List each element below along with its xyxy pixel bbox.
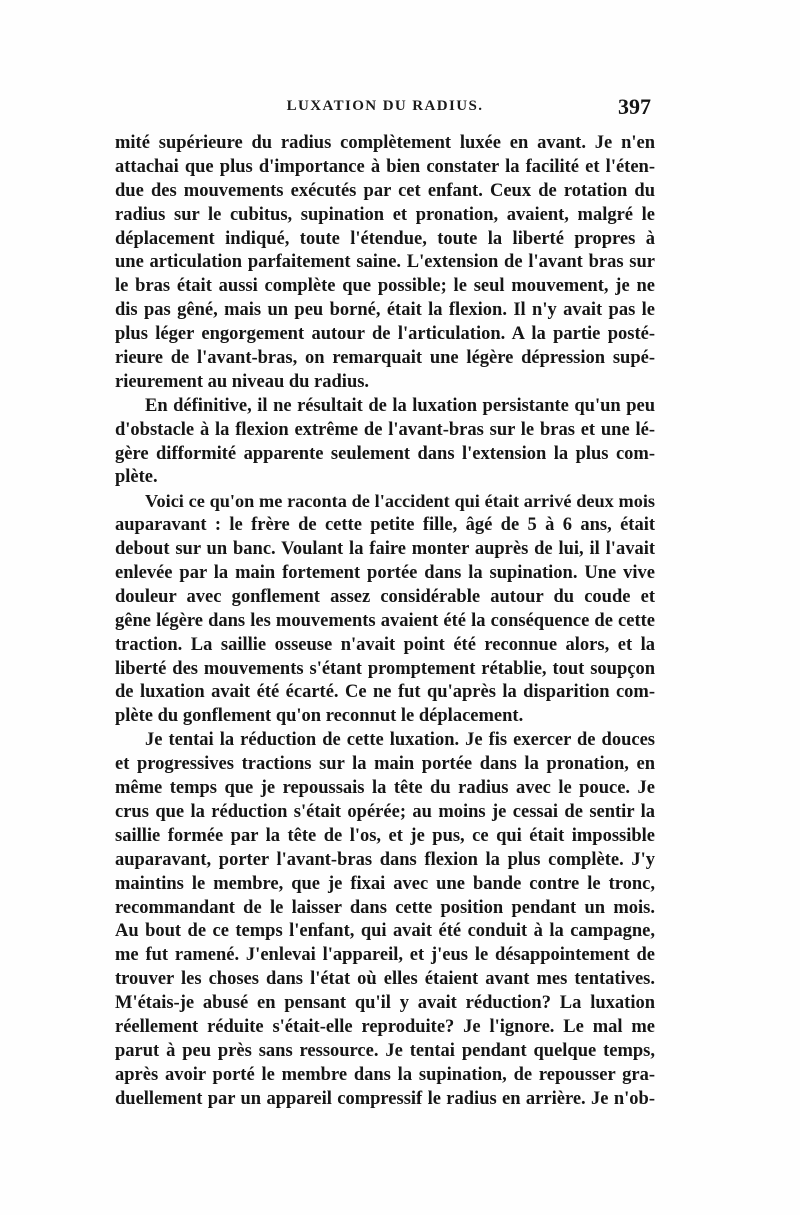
- text-line: auparavant, porter l'avant-bras dans flexion la plus complète. J'y: [115, 849, 655, 870]
- text-line: rieurement au niveau du radius.: [115, 371, 370, 392]
- text-line: saillie formée par la tête de l'os, et je pus, ce qui était impossible: [115, 825, 655, 846]
- text-line: debout sur un banc. Voulant la faire monter auprès de lui, il l'avait: [115, 539, 655, 560]
- text-line: d'obstacle à la flexion extrême de l'avant-bras sur le bras et une lé-: [115, 419, 655, 440]
- text-line: gêne légère dans les mouvements avaient été la conséquence de cette: [115, 610, 655, 631]
- text-line: trouver les choses dans l'état où elles étaient avant mes tentatives.: [115, 969, 655, 990]
- text-line: liberté des mouvements s'étant promptement rétablie, tout soupçon: [115, 658, 655, 679]
- text-line: une articulation parfaitement saine. L'extension de l'avant bras sur: [115, 252, 655, 273]
- text-line: plète.: [115, 467, 158, 488]
- text-line: recommandant de le laisser dans cette position pendant un mois.: [115, 897, 655, 918]
- running-title: LUXATION DU RADIUS.: [286, 98, 484, 114]
- running-header: [115, 94, 655, 122]
- text-line: radius sur le cubitus, supination et pronation, avaient, malgré le: [115, 204, 655, 225]
- text-line: plète du gonflement qu'on reconnut le déplacement.: [115, 706, 524, 727]
- text-line: réellement réduite s'était-elle reproduite? Je l'ignore. Le mal me: [115, 1016, 655, 1037]
- text-line: traction. La saillie osseuse n'avait point été reconnue alors, et la: [115, 634, 655, 655]
- text-line: douleur avec gonflement assez considérable autour du coude et: [115, 586, 655, 607]
- text-line: gère difformité apparente seulement dans l'extension la plus com-: [115, 443, 655, 464]
- text-line: rieure de l'avant-bras, on remarquait une légère dépression supé-: [115, 348, 655, 369]
- text-line: le bras était aussi complète que possible; le seul mouvement, je ne: [115, 276, 655, 297]
- text-line: attachai que plus d'importance à bien constater la facilité et l'éten-: [115, 156, 655, 177]
- text-line: plus léger engorgement autour de l'articulation. A la partie posté-: [115, 324, 655, 345]
- text-line: Je tentai la réduction de cette luxation. Je fis exercer de douces: [145, 730, 655, 751]
- text-line: maintins le membre, que je fixai avec une bande contre le tronc,: [115, 873, 655, 894]
- text-line: Au bout de ce temps l'enfant, qui avait été conduit à la campagne,: [115, 921, 655, 942]
- text-line: parut à peu près sans ressource. Je tentai pendant quelque temps,: [115, 1040, 655, 1061]
- text-line: après avoir porté le membre dans la supination, de repousser gra-: [115, 1064, 655, 1085]
- text-line: déplacement indiqué, toute l'étendue, toute la liberté propres à: [115, 228, 655, 249]
- text-line: me fut ramené. J'enlevai l'appareil, et j'eus le désappointement de: [115, 945, 655, 966]
- body-text: [115, 132, 655, 1112]
- text-line: due des mouvements exécutés par cet enfant. Ceux de rotation du: [115, 180, 655, 201]
- page-number: 397: [618, 94, 651, 119]
- text-line: de luxation avait été écarté. Ce ne fut qu'après la disparition com-: [115, 682, 655, 703]
- text-line: crus que la réduction s'était opérée; au moins je cessai de sentir la: [115, 801, 655, 822]
- text-line: même temps que je repoussais la tête du radius avec le pouce. Je: [115, 778, 655, 799]
- text-line: auparavant : le frère de cette petite fille, âgé de 5 à 6 ans, était: [115, 515, 655, 536]
- text-line: mité supérieure du radius complètement luxée en avant. Je n'en: [115, 133, 655, 153]
- text-line: et progressives tractions sur la main portée dans la pronation, en: [115, 754, 655, 775]
- text-line: dis pas gêné, mais un peu borné, était la flexion. Il n'y avait pas le: [115, 300, 655, 321]
- text-line: En définitive, il ne résultait de la luxation persistante qu'un peu: [145, 395, 655, 416]
- text-line: Voici ce qu'on me raconta de l'accident qui était arrivé deux mois: [145, 491, 655, 512]
- text-line: M'étais-je abusé en pensant qu'il y avait réduction? La luxation: [115, 993, 655, 1014]
- text-line: duellement par un appareil compressif le radius en arrière. Je n'ob-: [115, 1088, 655, 1109]
- text-line: enlevée par la main fortement portée dans la supination. Une vive: [115, 563, 655, 584]
